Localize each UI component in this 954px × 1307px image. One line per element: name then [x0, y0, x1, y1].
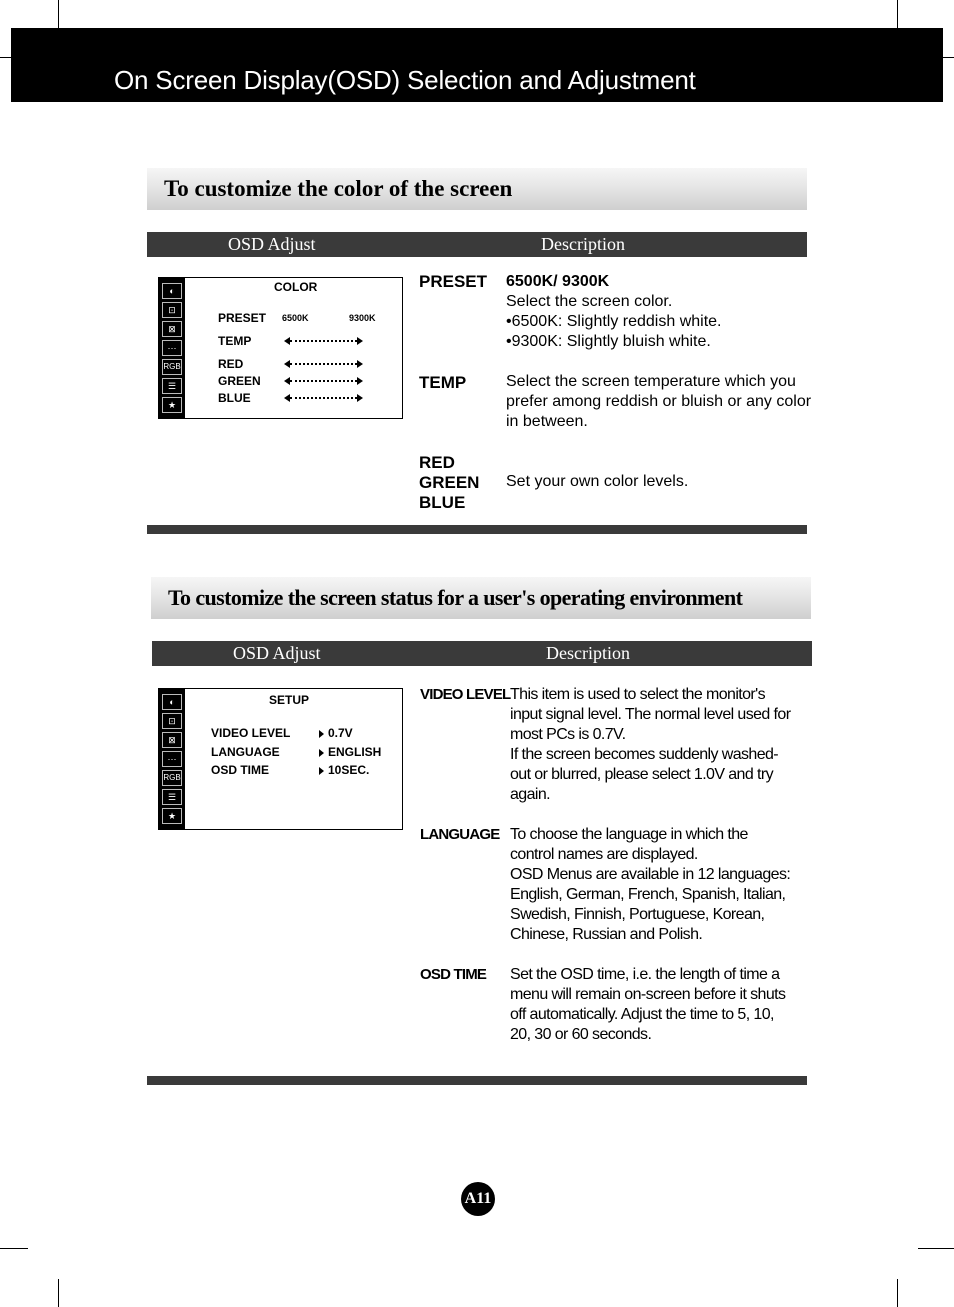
temp-desc: prefer among reddish or bluish or any color [506, 393, 812, 410]
rgb-icon: RGB [162, 770, 182, 786]
setup-icon: ☰ [162, 789, 182, 805]
osd-preset-option: 6500K [282, 313, 309, 323]
osd-green-label: GREEN [218, 374, 261, 388]
section-title-setup: To customize the screen status for a user's operating environment [151, 577, 811, 619]
crop-mark [0, 1248, 28, 1249]
temp-desc: Select the screen temperature which you [506, 373, 796, 390]
temp-desc: in between. [506, 413, 588, 430]
term-preset: PRESET [419, 272, 488, 291]
video-desc: out or blurred, please select 1.0V and try [510, 766, 773, 783]
position-icon: ⊡ [162, 302, 182, 318]
crop-mark [918, 1248, 954, 1249]
green-slider [284, 377, 363, 385]
reset-icon: ★ [162, 808, 182, 824]
preset-desc: •6500K: Slightly reddish white. [506, 313, 722, 330]
crop-mark [58, 0, 59, 28]
term-green: GREEN [419, 473, 480, 492]
section-divider [147, 525, 807, 534]
osdtime-desc: 20, 30 or 60 seconds. [510, 1026, 652, 1043]
section-divider [147, 1076, 807, 1085]
rgb-desc: Set your own color levels. [506, 473, 689, 490]
crop-mark [897, 0, 898, 28]
language-desc: control names are displayed. [510, 846, 698, 863]
crop-mark [897, 1279, 898, 1307]
osd-language-label: LANGUAGE [211, 745, 280, 759]
osd-title: SETUP [269, 693, 310, 707]
term-red: RED [419, 453, 455, 472]
crop-mark [58, 1279, 59, 1307]
language-desc: English, German, French, Spanish, Italian, [510, 886, 786, 903]
section-title-color: To customize the color of the screen [147, 168, 807, 210]
rgb-icon: RGB [162, 359, 182, 375]
video-desc: most PCs is 0.7V. [510, 726, 626, 743]
osd-video-value-text: 0.7V [328, 726, 353, 740]
term-osd-time: OSD TIME [420, 966, 487, 983]
osdtime-desc: off automatically. Adjust the time to 5, 10, [510, 1006, 774, 1023]
blue-slider [284, 394, 363, 402]
term-language: LANGUAGE [420, 826, 500, 843]
page-title: On Screen Display(OSD) Selection and Adjustment [114, 65, 696, 95]
language-desc: OSD Menus are available in 12 languages: [510, 866, 791, 883]
osd-osdtime-value [319, 763, 369, 777]
video-desc: If the screen becomes suddenly washed- [510, 746, 779, 763]
language-desc: To choose the language in which the [510, 826, 748, 843]
osd-blue-label: BLUE [218, 391, 251, 405]
temp-slider [284, 337, 363, 345]
term-blue: BLUE [419, 493, 466, 512]
crop-mark [0, 57, 11, 58]
page-header [11, 28, 943, 102]
osd-title: COLOR [274, 280, 318, 294]
column-description: Description [546, 643, 630, 663]
osd-osdtime-label: OSD TIME [211, 763, 270, 777]
column-osd-adjust: OSD Adjust [233, 643, 321, 663]
osd-language-value [319, 745, 381, 759]
osd-video-label: VIDEO LEVEL [211, 726, 291, 740]
osdtime-desc: Set the OSD time, i.e. the length of time a [510, 966, 780, 983]
preset-desc: •9300K: Slightly bluish white. [506, 333, 711, 350]
arrow-right-icon [319, 749, 324, 757]
tracking-icon: ⋯ [162, 751, 182, 767]
preset-desc: Select the screen color. [506, 293, 673, 310]
term-video-level: VIDEO LEVEL [420, 686, 511, 703]
column-header [147, 232, 807, 257]
size-icon: ⊠ [162, 321, 182, 337]
osd-icon-bar [159, 278, 185, 418]
osd-preset-option: 9300K [349, 313, 376, 323]
brightness-icon: ◐ [162, 694, 182, 710]
reset-icon: ★ [162, 397, 182, 413]
language-desc: Chinese, Russian and Polish. [510, 926, 703, 943]
red-slider [284, 360, 363, 368]
osd-temp-label: TEMP [218, 334, 252, 348]
term-temp: TEMP [419, 373, 467, 392]
osd-setup-menu [158, 688, 403, 830]
osd-color-menu [158, 277, 403, 419]
arrow-right-icon [319, 730, 324, 738]
video-desc: again. [510, 786, 550, 803]
brightness-icon: ◐ [162, 283, 182, 299]
video-desc: This item is used to select the monitor's [510, 686, 766, 703]
osd-red-label: RED [218, 357, 244, 371]
column-osd-adjust: OSD Adjust [228, 234, 316, 254]
osd-language-value-text: ENGLISH [328, 745, 382, 759]
page-number-badge: A11 [461, 1182, 495, 1216]
arrow-right-icon [319, 767, 324, 775]
osd-icon-bar [159, 689, 185, 829]
setup-icon: ☰ [162, 378, 182, 394]
osd-preset-label: PRESET [218, 311, 267, 325]
crop-mark [943, 57, 954, 58]
tracking-icon: ⋯ [162, 340, 182, 356]
column-description: Description [541, 234, 625, 254]
position-icon: ⊡ [162, 713, 182, 729]
osdtime-desc: menu will remain on-screen before it shuts [510, 986, 786, 1003]
osd-osdtime-value-text: 10SEC. [328, 763, 370, 777]
osd-video-value [319, 726, 353, 740]
column-header [152, 641, 812, 666]
preset-heading: 6500K/ 9300K [506, 273, 610, 290]
language-desc: Swedish, Finnish, Portuguese, Korean, [510, 906, 765, 923]
size-icon: ⊠ [162, 732, 182, 748]
video-desc: input signal level. The normal level used for [510, 706, 791, 723]
